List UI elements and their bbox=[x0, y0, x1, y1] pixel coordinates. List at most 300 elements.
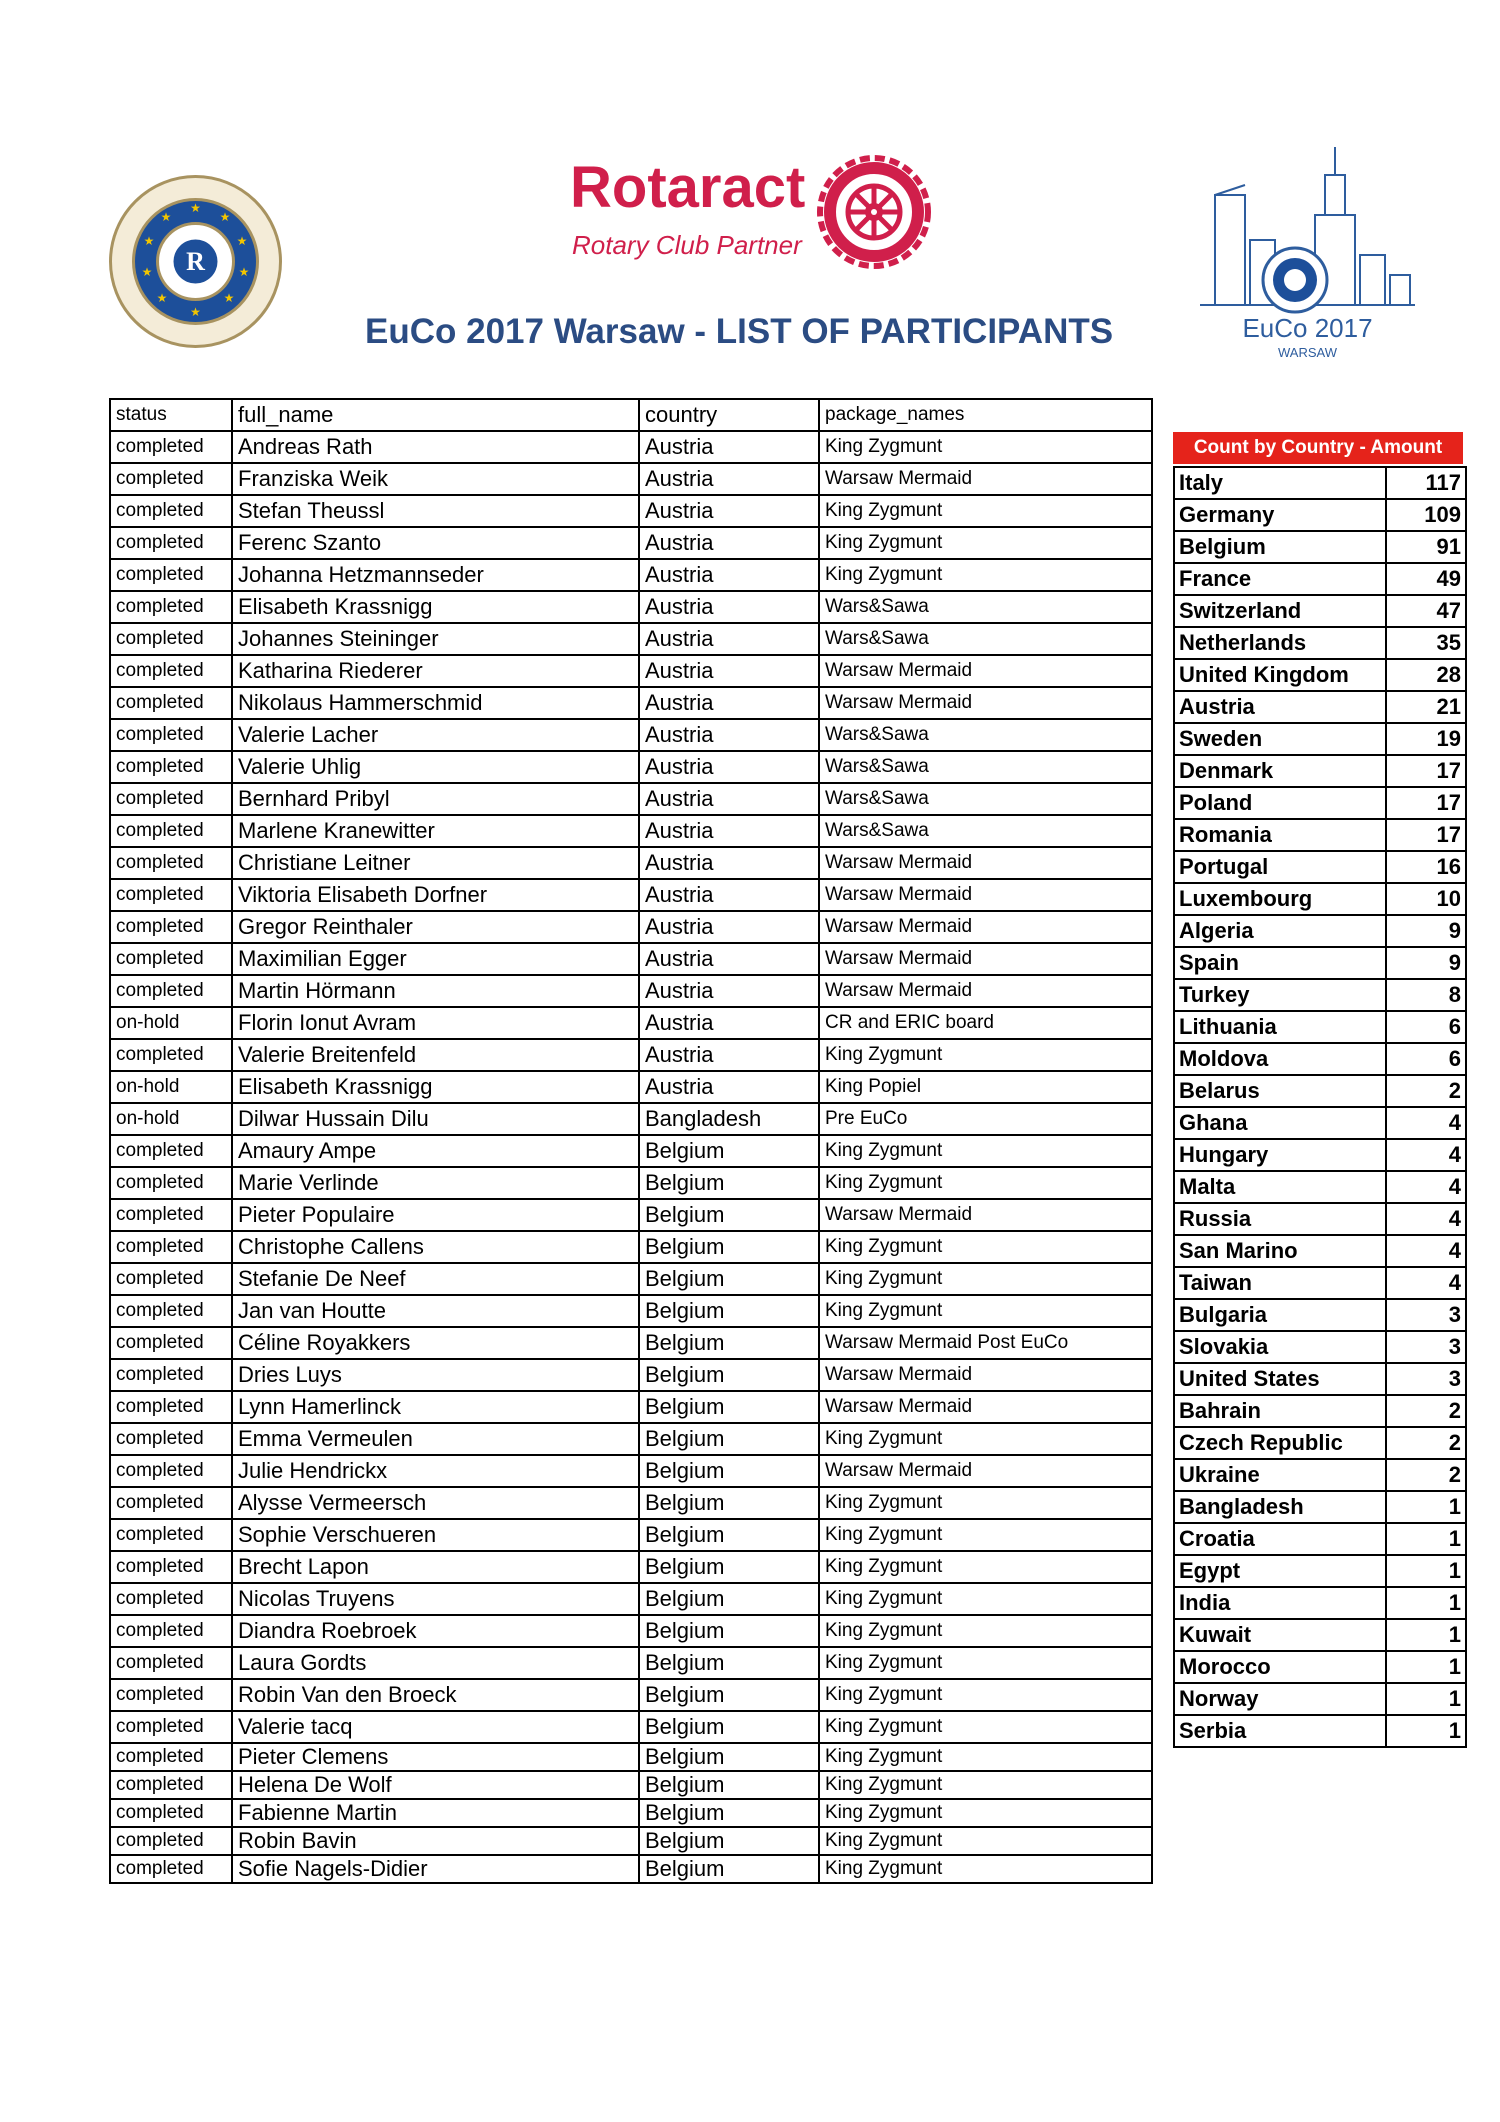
country-amount: 4 bbox=[1386, 1171, 1466, 1203]
country-cell: Belgium bbox=[639, 1647, 819, 1679]
full-name-cell: Valerie Breitenfeld bbox=[232, 1039, 639, 1071]
package-cell: King Zygmunt bbox=[819, 1519, 1152, 1551]
country-amount: 10 bbox=[1386, 883, 1466, 915]
euco-logo-title: EuCo 2017 bbox=[1242, 313, 1373, 343]
status-cell: completed bbox=[110, 1799, 232, 1827]
package-cell: King Zygmunt bbox=[819, 1231, 1152, 1263]
country-name: Lithuania bbox=[1174, 1011, 1386, 1043]
country-count-row bbox=[1174, 1555, 1466, 1587]
package-cell: King Zygmunt bbox=[819, 495, 1152, 527]
package-cell: King Zygmunt bbox=[819, 527, 1152, 559]
country-count-row bbox=[1174, 563, 1466, 595]
status-cell: completed bbox=[110, 783, 232, 815]
country-amount: 2 bbox=[1386, 1395, 1466, 1427]
table-row bbox=[110, 719, 1152, 751]
country-cell: Austria bbox=[639, 975, 819, 1007]
country-cell: Belgium bbox=[639, 1295, 819, 1327]
country-amount: 1 bbox=[1386, 1491, 1466, 1523]
package-cell: King Zygmunt bbox=[819, 1743, 1152, 1771]
full-name-cell: Lynn Hamerlinck bbox=[232, 1391, 639, 1423]
full-name-cell: Franziska Weik bbox=[232, 463, 639, 495]
country-count-row bbox=[1174, 1299, 1466, 1331]
country-cell: Austria bbox=[639, 847, 819, 879]
country-name: United States bbox=[1174, 1363, 1386, 1395]
country-amount: 21 bbox=[1386, 691, 1466, 723]
country-amount: 47 bbox=[1386, 595, 1466, 627]
country-amount: 9 bbox=[1386, 947, 1466, 979]
full-name-cell: Florin Ionut Avram bbox=[232, 1007, 639, 1039]
package-cell: King Zygmunt bbox=[819, 559, 1152, 591]
full-name-cell: Katharina Riederer bbox=[232, 655, 639, 687]
country-amount: 3 bbox=[1386, 1363, 1466, 1395]
country-name: Egypt bbox=[1174, 1555, 1386, 1587]
status-cell: completed bbox=[110, 1519, 232, 1551]
rotaract-wordmark: Rotaract bbox=[570, 155, 806, 220]
country-amount: 1 bbox=[1386, 1651, 1466, 1683]
full-name-cell: Julie Hendrickx bbox=[232, 1455, 639, 1487]
participants-table bbox=[109, 398, 1153, 1884]
full-name-cell: Dries Luys bbox=[232, 1359, 639, 1391]
country-cell: Austria bbox=[639, 559, 819, 591]
full-name-cell: Elisabeth Krassnigg bbox=[232, 591, 639, 623]
table-row bbox=[110, 559, 1152, 591]
svg-text:★: ★ bbox=[156, 291, 168, 305]
package-cell: King Zygmunt bbox=[819, 1771, 1152, 1799]
country-count-row bbox=[1174, 659, 1466, 691]
country-cell: Austria bbox=[639, 591, 819, 623]
full-name-cell: Sofie Nagels-Didier bbox=[232, 1855, 639, 1883]
table-row bbox=[110, 1295, 1152, 1327]
country-cell: Belgium bbox=[639, 1711, 819, 1743]
package-cell: CR and ERIC board bbox=[819, 1007, 1152, 1039]
country-cell: Austria bbox=[639, 623, 819, 655]
country-cell: Belgium bbox=[639, 1743, 819, 1771]
country-count-row bbox=[1174, 1171, 1466, 1203]
country-name: San Marino bbox=[1174, 1235, 1386, 1267]
full-name-cell: Viktoria Elisabeth Dorfner bbox=[232, 879, 639, 911]
table-row bbox=[110, 1711, 1152, 1743]
country-name: Morocco bbox=[1174, 1651, 1386, 1683]
package-cell: Warsaw Mermaid bbox=[819, 687, 1152, 719]
country-cell: Austria bbox=[639, 1071, 819, 1103]
table-row bbox=[110, 1487, 1152, 1519]
country-amount: 3 bbox=[1386, 1331, 1466, 1363]
country-name: Portugal bbox=[1174, 851, 1386, 883]
svg-text:★: ★ bbox=[219, 210, 231, 224]
european-rotaract-logo bbox=[108, 174, 283, 349]
country-name: Netherlands bbox=[1174, 627, 1386, 659]
country-cell: Belgium bbox=[639, 1771, 819, 1799]
warsaw-skyline-icon bbox=[1195, 145, 1420, 315]
table-row bbox=[110, 463, 1152, 495]
full-name-cell: Pieter Clemens bbox=[232, 1743, 639, 1771]
package-cell: Wars&Sawa bbox=[819, 623, 1152, 655]
country-name: Belarus bbox=[1174, 1075, 1386, 1107]
table-row bbox=[110, 943, 1152, 975]
country-name: India bbox=[1174, 1587, 1386, 1619]
country-name: Russia bbox=[1174, 1203, 1386, 1235]
country-count-row bbox=[1174, 851, 1466, 883]
package-cell: Wars&Sawa bbox=[819, 815, 1152, 847]
country-count-row bbox=[1174, 755, 1466, 787]
country-amount: 35 bbox=[1386, 627, 1466, 659]
table-row bbox=[110, 495, 1152, 527]
country-cell: Austria bbox=[639, 815, 819, 847]
table-row bbox=[110, 1551, 1152, 1583]
country-cell: Bangladesh bbox=[639, 1103, 819, 1135]
package-cell: King Zygmunt bbox=[819, 1423, 1152, 1455]
table-row bbox=[110, 1583, 1152, 1615]
country-amount: 1 bbox=[1386, 1715, 1466, 1747]
country-amount: 6 bbox=[1386, 1011, 1466, 1043]
package-cell: Wars&Sawa bbox=[819, 719, 1152, 751]
country-count-row bbox=[1174, 1491, 1466, 1523]
full-name-cell: Pieter Populaire bbox=[232, 1199, 639, 1231]
country-name: Italy bbox=[1174, 467, 1386, 499]
column-header: package_names bbox=[819, 399, 1152, 431]
country-count-row bbox=[1174, 1587, 1466, 1619]
package-cell: King Zygmunt bbox=[819, 1551, 1152, 1583]
country-amount: 1 bbox=[1386, 1555, 1466, 1587]
country-amount: 16 bbox=[1386, 851, 1466, 883]
country-cell: Belgium bbox=[639, 1487, 819, 1519]
table-row bbox=[110, 1263, 1152, 1295]
country-cell: Belgium bbox=[639, 1679, 819, 1711]
table-row bbox=[110, 911, 1152, 943]
country-name: Kuwait bbox=[1174, 1619, 1386, 1651]
table-row bbox=[110, 975, 1152, 1007]
package-cell: King Popiel bbox=[819, 1071, 1152, 1103]
package-cell: King Zygmunt bbox=[819, 1167, 1152, 1199]
status-cell: completed bbox=[110, 1827, 232, 1855]
status-cell: completed bbox=[110, 1423, 232, 1455]
table-row bbox=[110, 1455, 1152, 1487]
table-row bbox=[110, 751, 1152, 783]
country-cell: Belgium bbox=[639, 1423, 819, 1455]
status-cell: completed bbox=[110, 431, 232, 463]
full-name-cell: Nicolas Truyens bbox=[232, 1583, 639, 1615]
country-name: Poland bbox=[1174, 787, 1386, 819]
full-name-cell: Valerie Uhlig bbox=[232, 751, 639, 783]
country-amount: 1 bbox=[1386, 1683, 1466, 1715]
status-cell: completed bbox=[110, 495, 232, 527]
country-count-row bbox=[1174, 1203, 1466, 1235]
country-count-row bbox=[1174, 531, 1466, 563]
country-count-row bbox=[1174, 883, 1466, 915]
status-cell: completed bbox=[110, 463, 232, 495]
country-count-row bbox=[1174, 1395, 1466, 1427]
full-name-cell: Ferenc Szanto bbox=[232, 527, 639, 559]
table-header-row bbox=[110, 399, 1152, 431]
full-name-cell: Diandra Roebroek bbox=[232, 1615, 639, 1647]
svg-text:★: ★ bbox=[223, 291, 235, 305]
country-cell: Austria bbox=[639, 719, 819, 751]
country-name: Bangladesh bbox=[1174, 1491, 1386, 1523]
status-cell: completed bbox=[110, 655, 232, 687]
table-row bbox=[110, 1519, 1152, 1551]
package-cell: Warsaw Mermaid bbox=[819, 1359, 1152, 1391]
country-name: Serbia bbox=[1174, 1715, 1386, 1747]
status-cell: completed bbox=[110, 1679, 232, 1711]
table-row bbox=[110, 1679, 1152, 1711]
country-cell: Belgium bbox=[639, 1827, 819, 1855]
column-header: country bbox=[639, 399, 819, 431]
country-amount: 28 bbox=[1386, 659, 1466, 691]
country-count-row bbox=[1174, 947, 1466, 979]
country-count-row bbox=[1174, 499, 1466, 531]
status-cell: completed bbox=[110, 879, 232, 911]
table-row bbox=[110, 1039, 1152, 1071]
table-row bbox=[110, 1135, 1152, 1167]
status-cell: completed bbox=[110, 1743, 232, 1771]
country-name: Belgium bbox=[1174, 531, 1386, 563]
country-amount: 6 bbox=[1386, 1043, 1466, 1075]
table-row bbox=[110, 623, 1152, 655]
svg-text:R: R bbox=[186, 247, 205, 276]
country-amount: 9 bbox=[1386, 915, 1466, 947]
country-cell: Belgium bbox=[639, 1391, 819, 1423]
table-row bbox=[110, 1423, 1152, 1455]
table-row bbox=[110, 815, 1152, 847]
country-cell: Austria bbox=[639, 655, 819, 687]
svg-text:★: ★ bbox=[238, 265, 250, 279]
country-cell: Austria bbox=[639, 943, 819, 975]
full-name-cell: Alysse Vermeersch bbox=[232, 1487, 639, 1519]
package-cell: Wars&Sawa bbox=[819, 783, 1152, 815]
package-cell: King Zygmunt bbox=[819, 431, 1152, 463]
status-cell: completed bbox=[110, 1615, 232, 1647]
package-cell: King Zygmunt bbox=[819, 1295, 1152, 1327]
country-name: Romania bbox=[1174, 819, 1386, 851]
status-cell: completed bbox=[110, 591, 232, 623]
country-count-row bbox=[1174, 915, 1466, 947]
full-name-cell: Helena De Wolf bbox=[232, 1771, 639, 1799]
table-row bbox=[110, 1799, 1152, 1827]
full-name-cell: Johanna Hetzmannseder bbox=[232, 559, 639, 591]
table-row bbox=[110, 1007, 1152, 1039]
country-cell: Belgium bbox=[639, 1231, 819, 1263]
table-row bbox=[110, 1615, 1152, 1647]
country-cell: Belgium bbox=[639, 1359, 819, 1391]
package-cell: King Zygmunt bbox=[819, 1039, 1152, 1071]
country-amount: 2 bbox=[1386, 1075, 1466, 1107]
country-name: Ukraine bbox=[1174, 1459, 1386, 1491]
country-count-row bbox=[1174, 819, 1466, 851]
country-amount: 4 bbox=[1386, 1107, 1466, 1139]
full-name-cell: Valerie tacq bbox=[232, 1711, 639, 1743]
country-count-row bbox=[1174, 1459, 1466, 1491]
country-amount: 3 bbox=[1386, 1299, 1466, 1331]
status-cell: completed bbox=[110, 911, 232, 943]
svg-text:★: ★ bbox=[160, 210, 172, 224]
full-name-cell: Dilwar Hussain Dilu bbox=[232, 1103, 639, 1135]
country-count-row bbox=[1174, 1107, 1466, 1139]
country-cell: Belgium bbox=[639, 1263, 819, 1295]
status-cell: completed bbox=[110, 975, 232, 1007]
country-count-row bbox=[1174, 723, 1466, 755]
country-cell: Austria bbox=[639, 751, 819, 783]
table-row bbox=[110, 591, 1152, 623]
package-cell: Warsaw Mermaid bbox=[819, 1199, 1152, 1231]
country-amount: 49 bbox=[1386, 563, 1466, 595]
package-cell: King Zygmunt bbox=[819, 1679, 1152, 1711]
full-name-cell: Valerie Lacher bbox=[232, 719, 639, 751]
full-name-cell: Elisabeth Krassnigg bbox=[232, 1071, 639, 1103]
country-amount: 17 bbox=[1386, 787, 1466, 819]
package-cell: King Zygmunt bbox=[819, 1583, 1152, 1615]
country-count-row bbox=[1174, 595, 1466, 627]
status-cell: completed bbox=[110, 847, 232, 879]
package-cell: King Zygmunt bbox=[819, 1135, 1152, 1167]
country-name: Austria bbox=[1174, 691, 1386, 723]
country-cell: Belgium bbox=[639, 1327, 819, 1359]
country-amount: 4 bbox=[1386, 1267, 1466, 1299]
full-name-cell: Marie Verlinde bbox=[232, 1167, 639, 1199]
full-name-cell: Robin Bavin bbox=[232, 1827, 639, 1855]
country-amount: 8 bbox=[1386, 979, 1466, 1011]
country-count-row bbox=[1174, 1363, 1466, 1395]
status-cell: completed bbox=[110, 943, 232, 975]
table-row bbox=[110, 1827, 1152, 1855]
full-name-cell: Martin Hörmann bbox=[232, 975, 639, 1007]
svg-text:★: ★ bbox=[236, 234, 248, 248]
country-name: France bbox=[1174, 563, 1386, 595]
country-count-row bbox=[1174, 1683, 1466, 1715]
country-count-row bbox=[1174, 1619, 1466, 1651]
full-name-cell: Robin Van den Broeck bbox=[232, 1679, 639, 1711]
country-name: Germany bbox=[1174, 499, 1386, 531]
country-name: United Kingdom bbox=[1174, 659, 1386, 691]
status-cell: completed bbox=[110, 1711, 232, 1743]
package-cell: King Zygmunt bbox=[819, 1263, 1152, 1295]
country-name: Denmark bbox=[1174, 755, 1386, 787]
country-count-row bbox=[1174, 1235, 1466, 1267]
country-count-row bbox=[1174, 467, 1466, 499]
country-count-row bbox=[1174, 1075, 1466, 1107]
status-cell: completed bbox=[110, 527, 232, 559]
country-count-row bbox=[1174, 1715, 1466, 1747]
country-cell: Belgium bbox=[639, 1519, 819, 1551]
status-cell: completed bbox=[110, 815, 232, 847]
table-row bbox=[110, 1743, 1152, 1771]
country-name: Switzerland bbox=[1174, 595, 1386, 627]
count-by-country-table bbox=[1173, 466, 1467, 1748]
country-cell: Austria bbox=[639, 495, 819, 527]
full-name-cell: Fabienne Martin bbox=[232, 1799, 639, 1827]
status-cell: completed bbox=[110, 1263, 232, 1295]
table-row bbox=[110, 1167, 1152, 1199]
country-cell: Belgium bbox=[639, 1199, 819, 1231]
package-cell: Warsaw Mermaid bbox=[819, 879, 1152, 911]
status-cell: completed bbox=[110, 623, 232, 655]
full-name-cell: Christophe Callens bbox=[232, 1231, 639, 1263]
table-row bbox=[110, 1647, 1152, 1679]
table-row bbox=[110, 1231, 1152, 1263]
package-cell: Warsaw Mermaid bbox=[819, 943, 1152, 975]
rotaract-tagline: Rotary Club Partner bbox=[572, 230, 802, 260]
package-cell: King Zygmunt bbox=[819, 1615, 1152, 1647]
rotary-wheel-icon bbox=[814, 152, 934, 272]
status-cell: completed bbox=[110, 687, 232, 719]
country-cell: Belgium bbox=[639, 1855, 819, 1883]
country-cell: Belgium bbox=[639, 1615, 819, 1647]
country-name: Moldova bbox=[1174, 1043, 1386, 1075]
country-count-row bbox=[1174, 1139, 1466, 1171]
full-name-cell: Laura Gordts bbox=[232, 1647, 639, 1679]
package-cell: Warsaw Mermaid bbox=[819, 975, 1152, 1007]
country-name: Spain bbox=[1174, 947, 1386, 979]
package-cell: Warsaw Mermaid bbox=[819, 911, 1152, 943]
country-amount: 1 bbox=[1386, 1587, 1466, 1619]
full-name-cell: Stefan Theussl bbox=[232, 495, 639, 527]
country-cell: Austria bbox=[639, 879, 819, 911]
full-name-cell: Jan van Houtte bbox=[232, 1295, 639, 1327]
euco-logo-subtitle: WARSAW bbox=[1278, 345, 1337, 360]
country-count-row bbox=[1174, 1267, 1466, 1299]
country-name: Sweden bbox=[1174, 723, 1386, 755]
country-name: Ghana bbox=[1174, 1107, 1386, 1139]
country-count-row bbox=[1174, 979, 1466, 1011]
country-cell: Belgium bbox=[639, 1135, 819, 1167]
status-cell: completed bbox=[110, 1455, 232, 1487]
package-cell: Pre EuCo bbox=[819, 1103, 1152, 1135]
package-cell: Warsaw Mermaid bbox=[819, 847, 1152, 879]
status-cell: completed bbox=[110, 559, 232, 591]
status-cell: completed bbox=[110, 1487, 232, 1519]
package-cell: King Zygmunt bbox=[819, 1827, 1152, 1855]
full-name-cell: Maximilian Egger bbox=[232, 943, 639, 975]
status-cell: completed bbox=[110, 1647, 232, 1679]
table-row bbox=[110, 1771, 1152, 1799]
country-name: Bahrain bbox=[1174, 1395, 1386, 1427]
package-cell: Warsaw Mermaid bbox=[819, 1391, 1152, 1423]
full-name-cell: Andreas Rath bbox=[232, 431, 639, 463]
full-name-cell: Nikolaus Hammerschmid bbox=[232, 687, 639, 719]
full-name-cell: Emma Vermeulen bbox=[232, 1423, 639, 1455]
table-row bbox=[110, 1103, 1152, 1135]
country-cell: Austria bbox=[639, 527, 819, 559]
table-row bbox=[110, 1391, 1152, 1423]
country-name: Taiwan bbox=[1174, 1267, 1386, 1299]
country-cell: Belgium bbox=[639, 1799, 819, 1827]
country-amount: 2 bbox=[1386, 1459, 1466, 1491]
package-cell: Warsaw Mermaid bbox=[819, 1455, 1152, 1487]
package-cell: Warsaw Mermaid bbox=[819, 655, 1152, 687]
country-cell: Austria bbox=[639, 783, 819, 815]
status-cell: completed bbox=[110, 1167, 232, 1199]
table-row bbox=[110, 1199, 1152, 1231]
package-cell: Wars&Sawa bbox=[819, 751, 1152, 783]
country-cell: Belgium bbox=[639, 1551, 819, 1583]
country-name: Slovakia bbox=[1174, 1331, 1386, 1363]
country-count-row bbox=[1174, 1043, 1466, 1075]
full-name-cell: Sophie Verschueren bbox=[232, 1519, 639, 1551]
svg-text:★: ★ bbox=[190, 305, 201, 319]
table-row bbox=[110, 1359, 1152, 1391]
status-cell: completed bbox=[110, 751, 232, 783]
country-amount: 4 bbox=[1386, 1139, 1466, 1171]
status-cell: completed bbox=[110, 1359, 232, 1391]
country-cell: Austria bbox=[639, 463, 819, 495]
status-cell: completed bbox=[110, 1855, 232, 1883]
country-count-row bbox=[1174, 627, 1466, 659]
table-row bbox=[110, 847, 1152, 879]
status-cell: on-hold bbox=[110, 1071, 232, 1103]
package-cell: King Zygmunt bbox=[819, 1711, 1152, 1743]
country-amount: 91 bbox=[1386, 531, 1466, 563]
status-cell: completed bbox=[110, 1199, 232, 1231]
package-cell: King Zygmunt bbox=[819, 1487, 1152, 1519]
